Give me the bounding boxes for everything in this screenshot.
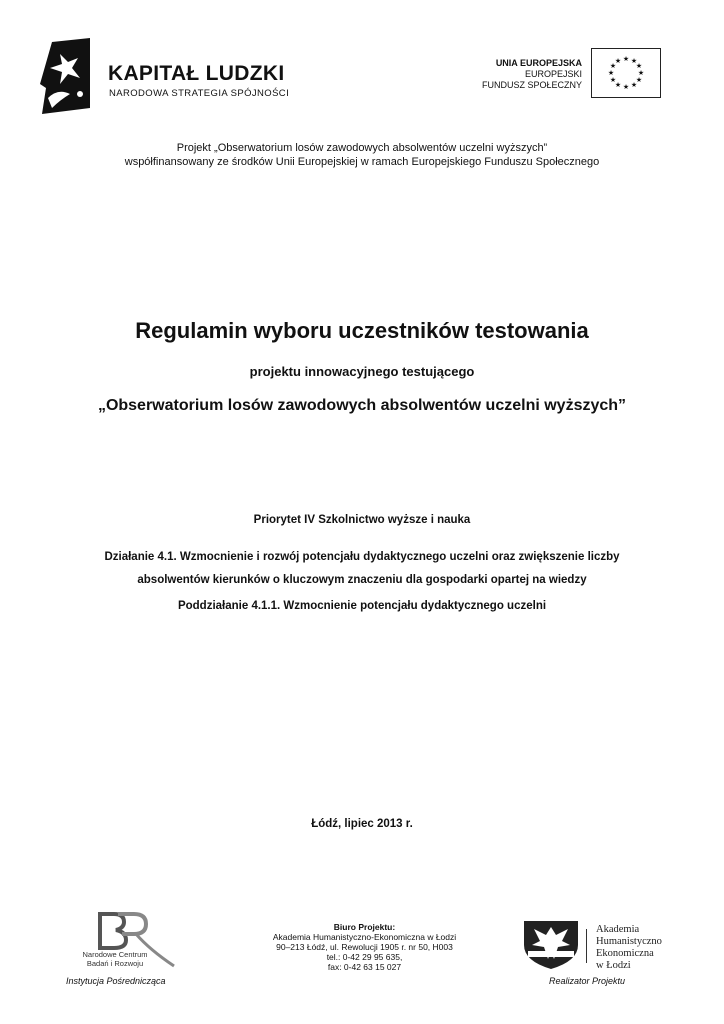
svg-text:★: ★	[614, 81, 622, 89]
svg-text:★: ★	[614, 57, 622, 65]
svg-text:★: ★	[637, 69, 645, 77]
action-line-1: Działanie 4.1. Wzmocnienie i rozwój potencjału dydaktycznego uczelni oraz zwiększenie liczby	[104, 551, 620, 563]
document-title: Regulamin wyboru uczestników testowania	[135, 318, 589, 343]
ncbr-text	[80, 950, 150, 968]
svg-text:★: ★	[609, 62, 617, 70]
place-date: Łódź, lipiec 2013 r.	[311, 818, 413, 830]
ahe-name-2: Humanistyczno	[596, 936, 662, 947]
ncbr-text-2: Badań i Rozwoju	[86, 959, 144, 968]
project-implementer-caption: Realizator Projektu	[549, 976, 626, 986]
svg-text:★: ★	[635, 62, 643, 70]
project-line-1: Projekt „Obserwatorium losów zawodowych absolwentów uczelni wyższych”	[176, 142, 548, 154]
svg-text:★: ★	[622, 55, 630, 63]
ahe-eagle-icon	[520, 915, 582, 971]
ahe-name	[596, 924, 662, 972]
ahe-name-3: Ekonomiczna	[596, 948, 654, 959]
eu-line-3: FUNDUSZ SPOŁECZNY	[481, 80, 582, 90]
eu-logo-text	[482, 58, 582, 91]
svg-text:★: ★	[635, 76, 643, 84]
project-office-info	[262, 922, 467, 972]
project-name: „Obserwatorium losów zawodowych absolwentów uczelni wyższych”	[97, 397, 627, 414]
office-line-3: tel.: 0-42 29 95 635,	[326, 952, 403, 962]
svg-text:★: ★	[630, 81, 638, 89]
intermediate-institution-caption: Instytucja Pośrednicząca	[66, 976, 166, 986]
office-line-2: 90–213 Łódź, ul. Rewolucji 1905 r. nr 50, H003	[276, 942, 453, 952]
ncbr-text-1: Narodowe Centrum	[82, 950, 148, 959]
office-line-1: Akademia Humanistyczno-Ekonomiczna w Łodzi	[272, 932, 457, 942]
eu-line-1: UNIA EUROPEJSKA	[495, 58, 582, 68]
kapital-ludzki-logo	[38, 38, 298, 114]
priority-line: Priorytet IV Szkolnictwo wyższe i nauka	[253, 514, 471, 526]
eu-flag-icon	[591, 48, 661, 98]
kapital-ludzki-icon	[38, 38, 92, 114]
action-block	[0, 546, 724, 592]
office-line-4: fax: 0-42 63 15 027	[327, 962, 402, 972]
document-subtitle: projektu innowacyjnego testującego	[249, 364, 475, 379]
action-line-2: absolwentów kierunków o kluczowym znaczeniu dla gospodarki opartej na wiedzy	[137, 574, 587, 586]
svg-text:★: ★	[622, 83, 630, 91]
project-cofinancing-note	[0, 141, 724, 169]
project-line-2: współfinansowany ze środków Unii Europejskiej w ramach Europejskiego Funduszu Społecznego	[124, 156, 600, 168]
svg-text:★: ★	[609, 76, 617, 84]
eu-line-2: EUROPEJSKI	[524, 69, 582, 79]
ahe-name-4: w Łodzi	[596, 960, 631, 971]
ncbr-logo	[80, 910, 180, 970]
kapital-ludzki-subtitle: NARODOWA STRATEGIA SPÓJNOŚCI	[109, 88, 290, 99]
ahe-logo	[520, 915, 660, 975]
kapital-ludzki-title: KAPITAŁ LUDZKI	[108, 62, 285, 85]
ahe-separator	[586, 929, 587, 963]
office-heading: Biuro Projektu:	[333, 922, 396, 932]
subaction-line: Poddziałanie 4.1.1. Wzmocnienie potencjału dydaktycznego uczelni	[177, 600, 547, 612]
svg-text:★: ★	[630, 57, 638, 65]
svg-text:★: ★	[607, 69, 615, 77]
ahe-name-1: Akademia	[596, 924, 640, 935]
